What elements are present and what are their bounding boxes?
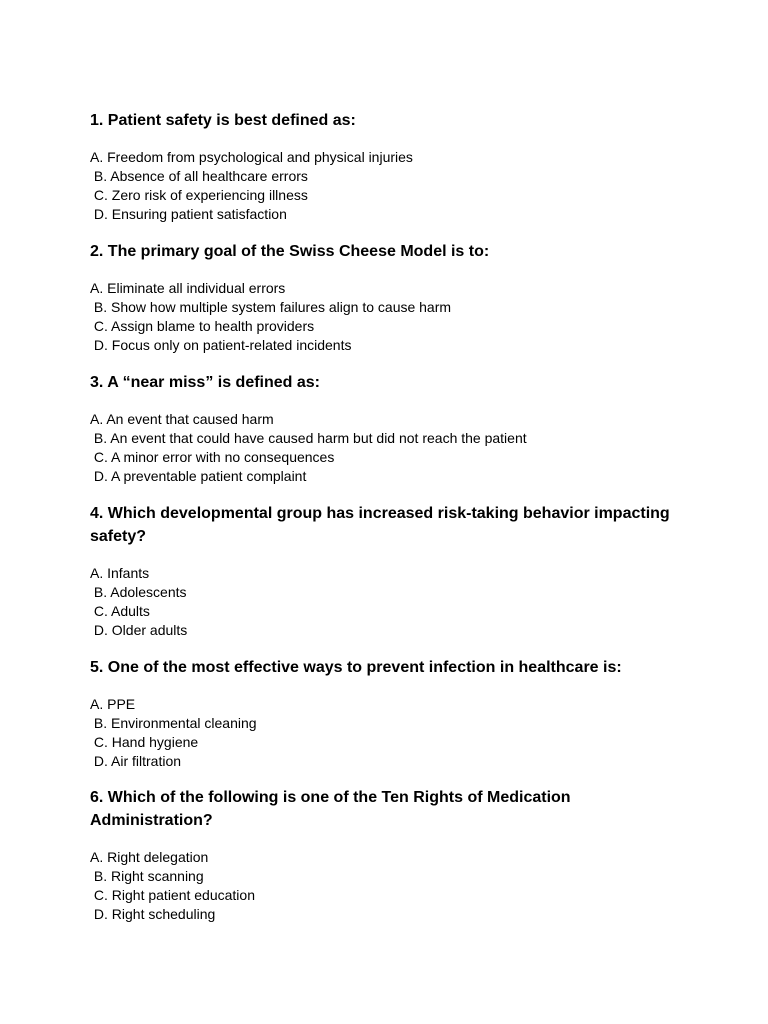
option-c: C. Adults — [90, 603, 150, 619]
option-a: A. Freedom from psychological and physical injuries — [90, 149, 413, 165]
option-a: A. PPE — [90, 696, 136, 712]
answer-options — [90, 279, 690, 355]
option-b: B. Environmental cleaning — [90, 715, 257, 731]
option-a: A. Infants — [90, 565, 150, 581]
option-c: C. Zero risk of experiencing illness — [90, 187, 308, 203]
option-d: D. A preventable patient complaint — [90, 468, 307, 484]
option-b: B. Absence of all healthcare errors — [90, 168, 308, 184]
answer-options — [90, 848, 690, 924]
option-b: B. Adolescents — [90, 584, 187, 600]
question-text: 2. The primary goal of the Swiss Cheese Model is to: — [90, 243, 490, 260]
option-d: D. Older adults — [90, 622, 188, 638]
question-2 — [90, 240, 690, 355]
option-a: A. Eliminate all individual errors — [90, 280, 286, 296]
answer-options — [90, 695, 690, 771]
option-b: B. Right scanning — [90, 868, 204, 884]
question-text: 5. One of the most effective ways to prevent infection in healthcare is: — [90, 659, 622, 676]
question-text: 6. Which of the following is one of the Ten Rights of Medication Administration? — [90, 789, 571, 829]
option-d: D. Air filtration — [90, 753, 182, 769]
option-d: D. Right scheduling — [90, 906, 216, 922]
question-6 — [90, 786, 690, 924]
option-c: C. Assign blame to health providers — [90, 318, 315, 334]
question-text: 3. A “near miss” is defined as: — [90, 374, 321, 391]
answer-options — [90, 148, 690, 224]
option-c: C. Hand hygiene — [90, 734, 199, 750]
answer-options — [90, 564, 690, 640]
option-d: D. Ensuring patient satisfaction — [90, 206, 287, 222]
answer-options — [90, 410, 690, 486]
option-a: A. Right delegation — [90, 849, 209, 865]
question-text: 1. Patient safety is best defined as: — [90, 112, 356, 129]
option-b: B. An event that could have caused harm but did not reach the patient — [90, 430, 527, 446]
option-c: C. A minor error with no consequences — [90, 449, 335, 465]
question-text: 4. Which developmental group has increased risk-taking behavior impacting safety? — [90, 505, 670, 545]
option-b: B. Show how multiple system failures align to cause harm — [90, 299, 452, 315]
option-d: D. Focus only on patient-related incidents — [90, 337, 352, 353]
question-5 — [90, 656, 690, 771]
question-1 — [90, 109, 690, 224]
option-c: C. Right patient education — [90, 887, 255, 903]
question-4 — [90, 502, 690, 640]
question-3 — [90, 371, 690, 486]
option-a: A. An event that caused harm — [90, 411, 274, 427]
